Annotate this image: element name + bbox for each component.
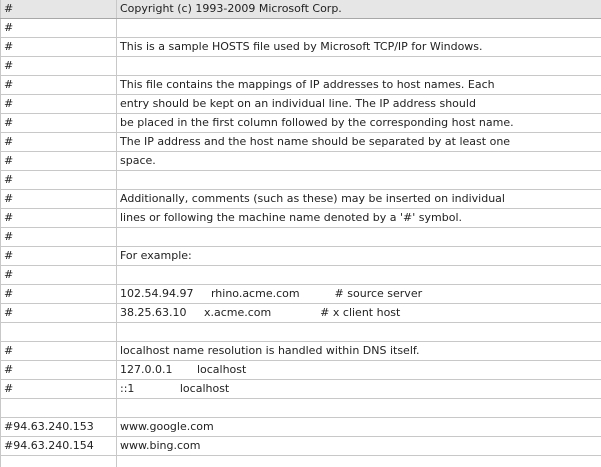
cell-col2[interactable]: Additionally, comments (such as these) may be inserted on individual [117, 190, 601, 209]
table-row[interactable] [1, 304, 601, 323]
table-row[interactable] [1, 190, 601, 209]
cell-col1[interactable]: # [1, 361, 117, 380]
table-row[interactable] [1, 114, 601, 133]
table-row[interactable] [1, 57, 601, 76]
cell-col1[interactable]: # [1, 304, 117, 323]
table-row[interactable] [1, 285, 601, 304]
table-row[interactable] [1, 456, 601, 467]
cell-col1[interactable]: # [1, 76, 117, 95]
cell-col2[interactable]: This is a sample HOSTS file used by Microsoft TCP/IP for Windows. [117, 38, 601, 57]
cell-col1[interactable] [1, 323, 117, 342]
table-row[interactable] [1, 209, 601, 228]
cell-col1[interactable]: # [1, 57, 117, 76]
cell-col2[interactable]: ::1 localhost [117, 380, 601, 399]
cell-col1[interactable]: # [1, 266, 117, 285]
table-row[interactable] [1, 38, 601, 57]
cell-col2[interactable]: For example: [117, 247, 601, 266]
cell-col1[interactable]: # [1, 380, 117, 399]
cell-col2[interactable]: www.google.com [117, 418, 601, 437]
cell-col1[interactable]: # [1, 19, 117, 38]
table-row[interactable] [1, 19, 601, 38]
cell-col2[interactable]: 127.0.0.1 localhost [117, 361, 601, 380]
cell-col2[interactable] [117, 171, 601, 190]
cell-col2[interactable]: lines or following the machine name denoted by a '#' symbol. [117, 209, 601, 228]
cell-col2[interactable]: 102.54.94.97 rhino.acme.com # source server [117, 285, 601, 304]
table-row[interactable] [1, 323, 601, 342]
cell-col1[interactable]: #94.63.240.153 [1, 418, 117, 437]
cell-col2[interactable] [117, 456, 601, 467]
cell-col2[interactable] [117, 399, 601, 418]
cell-col1[interactable]: # [1, 342, 117, 361]
cell-col1[interactable]: #94.63.240.154 [1, 437, 117, 456]
table-row[interactable] [1, 95, 601, 114]
table-row[interactable] [1, 133, 601, 152]
cell-col2[interactable]: be placed in the first column followed by the corresponding host name. [117, 114, 601, 133]
cell-col2[interactable]: localhost name resolution is handled within DNS itself. [117, 342, 601, 361]
cell-col1[interactable]: # [1, 247, 117, 266]
cell-col1[interactable]: # [1, 133, 117, 152]
table-row[interactable] [1, 342, 601, 361]
cell-col2[interactable] [117, 228, 601, 247]
cell-col1[interactable]: # [1, 171, 117, 190]
cell-col2[interactable]: Copyright (c) 1993-2009 Microsoft Corp. [117, 0, 601, 19]
cell-col1[interactable]: # [1, 228, 117, 247]
table-row[interactable] [1, 266, 601, 285]
table-row[interactable] [1, 437, 601, 456]
table-row[interactable] [1, 0, 601, 19]
cell-col2[interactable] [117, 57, 601, 76]
table-row[interactable] [1, 380, 601, 399]
cell-col1[interactable]: # [1, 152, 117, 171]
cell-col2[interactable]: space. [117, 152, 601, 171]
cell-col1[interactable]: # [1, 95, 117, 114]
cell-col1[interactable] [1, 399, 117, 418]
cell-col2[interactable] [117, 323, 601, 342]
cell-col2[interactable]: www.bing.com [117, 437, 601, 456]
cell-col1[interactable] [1, 456, 117, 467]
cell-col1[interactable]: # [1, 114, 117, 133]
cell-col2[interactable] [117, 19, 601, 38]
hosts-table-body [1, 0, 601, 467]
table-row[interactable] [1, 228, 601, 247]
table-row[interactable] [1, 399, 601, 418]
table-row[interactable] [1, 418, 601, 437]
cell-col2[interactable]: This file contains the mappings of IP addresses to host names. Each [117, 76, 601, 95]
table-row[interactable] [1, 76, 601, 95]
table-row[interactable] [1, 247, 601, 266]
cell-col2[interactable]: entry should be kept on an individual line. The IP address should [117, 95, 601, 114]
table-row[interactable] [1, 171, 601, 190]
cell-col2[interactable]: 38.25.63.10 x.acme.com # x client host [117, 304, 601, 323]
table-row[interactable] [1, 361, 601, 380]
cell-col1[interactable]: # [1, 0, 117, 19]
cell-col1[interactable]: # [1, 285, 117, 304]
cell-col1[interactable]: # [1, 209, 117, 228]
cell-col2[interactable]: The IP address and the host name should be separated by at least one [117, 133, 601, 152]
cell-col1[interactable]: # [1, 38, 117, 57]
cell-col1[interactable]: # [1, 190, 117, 209]
table-row[interactable] [1, 152, 601, 171]
cell-col2[interactable] [117, 266, 601, 285]
